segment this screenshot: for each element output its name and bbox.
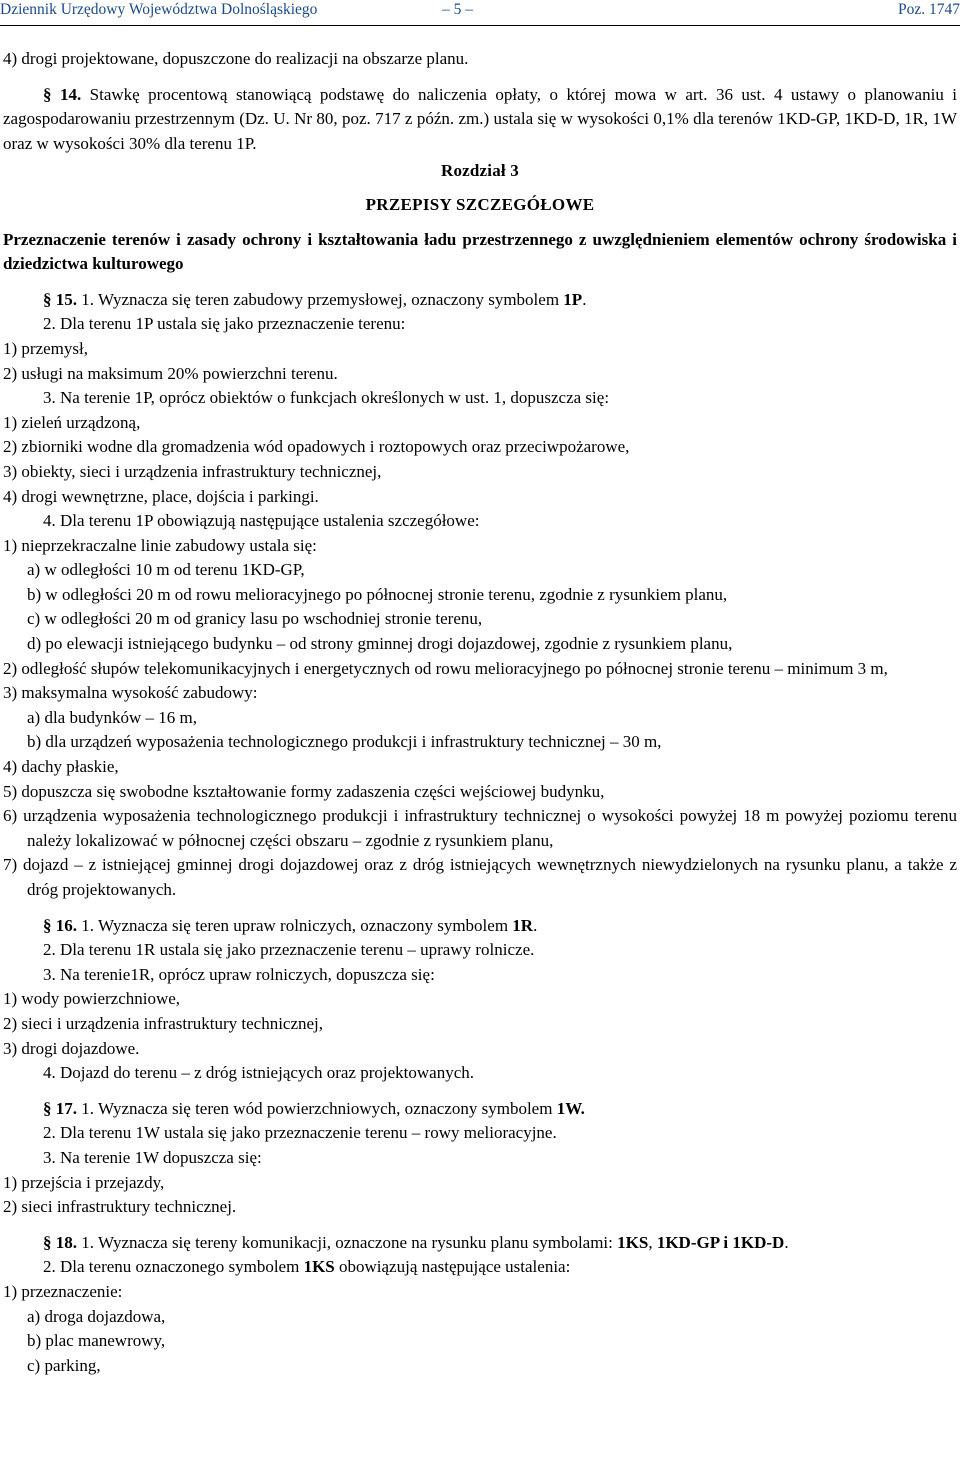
list-item: 1) przejścia i przejazdy, xyxy=(3,1172,165,1192)
list-item: 2) odległość słupów telekomunikacyjnych i energetycznych od rowu melioracyjnego po północnej stronie terenu – minimum 3 m, xyxy=(3,658,888,678)
text-line: 4) drogi projektowane, dopuszczone do realizacji na obszarze planu. xyxy=(3,49,469,68)
list-item: 3) maksymalna wysokość zabudowy: xyxy=(3,683,258,703)
list-item: 2) sieci infrastruktury technicznej. xyxy=(3,1197,237,1217)
section-sign: § xyxy=(43,1098,52,1118)
page-header xyxy=(0,0,960,26)
sub-list-item: a) dla budynków – 16 m, xyxy=(27,707,197,727)
sub-list-item: c) w odległości 20 m od granicy lasu po wschodniej stronie terenu, xyxy=(27,609,483,629)
chapter-title: Rozdział 3 xyxy=(440,161,520,181)
list-item: 5) dopuszcza się swobodne kształtowanie formy zadaszenia części wejściowej budynku, xyxy=(3,781,605,801)
clause: 3. Na terenie 1P, oprócz obiektów o funkcjach określonych w ust. 1, dopuszcza się: xyxy=(43,388,610,408)
sub-list-item: a) w odległości 10 m od terenu 1KD-GP, xyxy=(27,560,305,580)
document-body xyxy=(3,47,957,1378)
clause: 2. Dla terenu 1R ustala się jako przeznaczenie terenu – uprawy rolnicze. xyxy=(43,940,535,960)
clause: 2. Dla terenu 1P ustala się jako przeznaczenie terenu: xyxy=(43,314,406,334)
paragraph-18: § 18. 1. Wyznacza się tereny komunikacji, oznaczone na rysunku planu symbolami: 1KS, 1KD-GP i 1KD-D. xyxy=(43,1232,789,1252)
section-number: § 17. xyxy=(43,1098,77,1118)
list-item: 4) drogi wewnętrzne, place, dojścia i parkingi. xyxy=(3,486,319,506)
list-item: 1) nieprzekraczalne linie zabudowy ustala się: xyxy=(3,535,317,555)
list-item: 1) zieleń urządzoną, xyxy=(3,412,141,432)
page-number: – 5 – xyxy=(442,1,473,18)
list-item: 6) urządzenia wyposażenia technologicznego produkcji i infrastruktury technicznej o wysokości powyżej 18 m powyżej poziomu terenu należy lokalizować w północnej części obszaru – zgodnie z rysunkiem planu, xyxy=(3,806,957,850)
clause: 4. Dla terenu 1P obowiązują następujące ustalenia szczegółowe: xyxy=(43,511,480,531)
paragraph-17: § 17. 1. Wyznacza się teren wód powierzchniowych, oznaczony symbolem 1W. xyxy=(43,1098,585,1118)
chapter-subtitle: PRZEPISY SZCZEGÓŁOWE xyxy=(365,194,595,214)
paragraph-15: § 15. 1. Wyznacza się teren zabudowy przemysłowej, oznaczony symbolem 1P. xyxy=(43,289,587,309)
section-number: § 14. xyxy=(43,84,82,104)
paragraph-14: § 14. Stawkę procentową stanowiącą podstawę do naliczenia opłaty, o której mowa w art. 36 ust. 4 ustawy o planowaniu i zagospodarowaniu przestrzennym (Dz. U. Nr 80, poz. 717 z późn. zm.) ustala się w wysokości 0,1% dla terenów 1KD-GP, 1KD-D, 1R, 1W oraz w wysokości 30% dla terenu 1P. xyxy=(3,84,958,153)
sub-list-item: a) droga dojazdowa, xyxy=(27,1306,166,1326)
section-sign: § xyxy=(43,84,52,104)
list-item: 4) dachy płaskie, xyxy=(3,757,119,777)
list-item: 3) obiekty, sieci i urządzenia infrastruktury technicznej, xyxy=(3,461,382,481)
sub-list-item: c) parking, xyxy=(27,1355,101,1375)
list-item: 2) usługi na maksimum 20% powierzchni terenu. xyxy=(3,363,338,383)
clause: 4. Dojazd do terenu – z dróg istniejących oraz projektowanych. xyxy=(43,1063,474,1083)
list-item: 1) wody powierzchniowe, xyxy=(3,989,181,1009)
sub-list-item: d) po elewacji istniejącego budynku – od strony gminnej drogi dojazdowej, zgodnie z rysunkiem planu, xyxy=(27,634,733,654)
section-sign: § xyxy=(43,915,52,935)
clause: 3. Na terenie 1W dopuszcza się: xyxy=(43,1147,262,1167)
section-sign: § xyxy=(43,289,52,309)
clause: 3. Na terenie1R, oprócz upraw rolniczych, dopuszcza się: xyxy=(43,964,435,984)
clause: 2. Dla terenu 1W ustala się jako przeznaczenie terenu – rowy melioracyjne. xyxy=(43,1123,557,1143)
section-number: § 18. xyxy=(43,1232,77,1252)
section-number: § 15. xyxy=(43,289,77,309)
position-number: Poz. 1747 xyxy=(898,1,960,18)
sub-list-item: b) dla urządzeń wyposażenia technologicznego produkcji i infrastruktury technicznej – 30 m, xyxy=(27,732,662,752)
paragraph-16: § 16. 1. Wyznacza się teren upraw rolniczych, oznaczony symbolem 1R. xyxy=(43,915,538,935)
list-item: 2) zbiorniki wodne dla gromadzenia wód opadowych i roztopowych oraz przeciwpożarowe, xyxy=(3,437,630,457)
list-item: 1) przemysł, xyxy=(3,338,88,358)
clause: 2. Dla terenu oznaczonego symbolem 1KS obowiązują następujące ustalenia: xyxy=(43,1257,571,1277)
section-heading: Przeznaczenie terenów i zasady ochrony i kształtowania ładu przestrzennego z uwzględnieniem elementów ochrony środowiska i dziedzictwa kulturowego xyxy=(3,229,957,274)
sub-list-item: b) w odległości 20 m od rowu melioracyjnego po północnej stronie terenu, zgodnie z rysunkiem planu, xyxy=(27,584,728,604)
section-number: § 16. xyxy=(43,915,77,935)
list-item: 3) drogi dojazdowe. xyxy=(3,1038,140,1058)
list-item: 2) sieci i urządzenia infrastruktury technicznej, xyxy=(3,1013,324,1033)
list-item: 7) dojazd – z istniejącej gminnej drogi dojazdowej oraz z dróg istniejących wewnętrznych niewydzielonych na rysunku planu, a także z dróg projektowanych. xyxy=(3,855,957,899)
section-sign: § xyxy=(43,1232,52,1252)
journal-title: Dziennik Urzędowy Województwa Dolnośląskiego xyxy=(0,1,318,18)
sub-list-item: b) plac manewrowy, xyxy=(27,1331,166,1351)
list-item: 1) przeznaczenie: xyxy=(3,1281,123,1301)
